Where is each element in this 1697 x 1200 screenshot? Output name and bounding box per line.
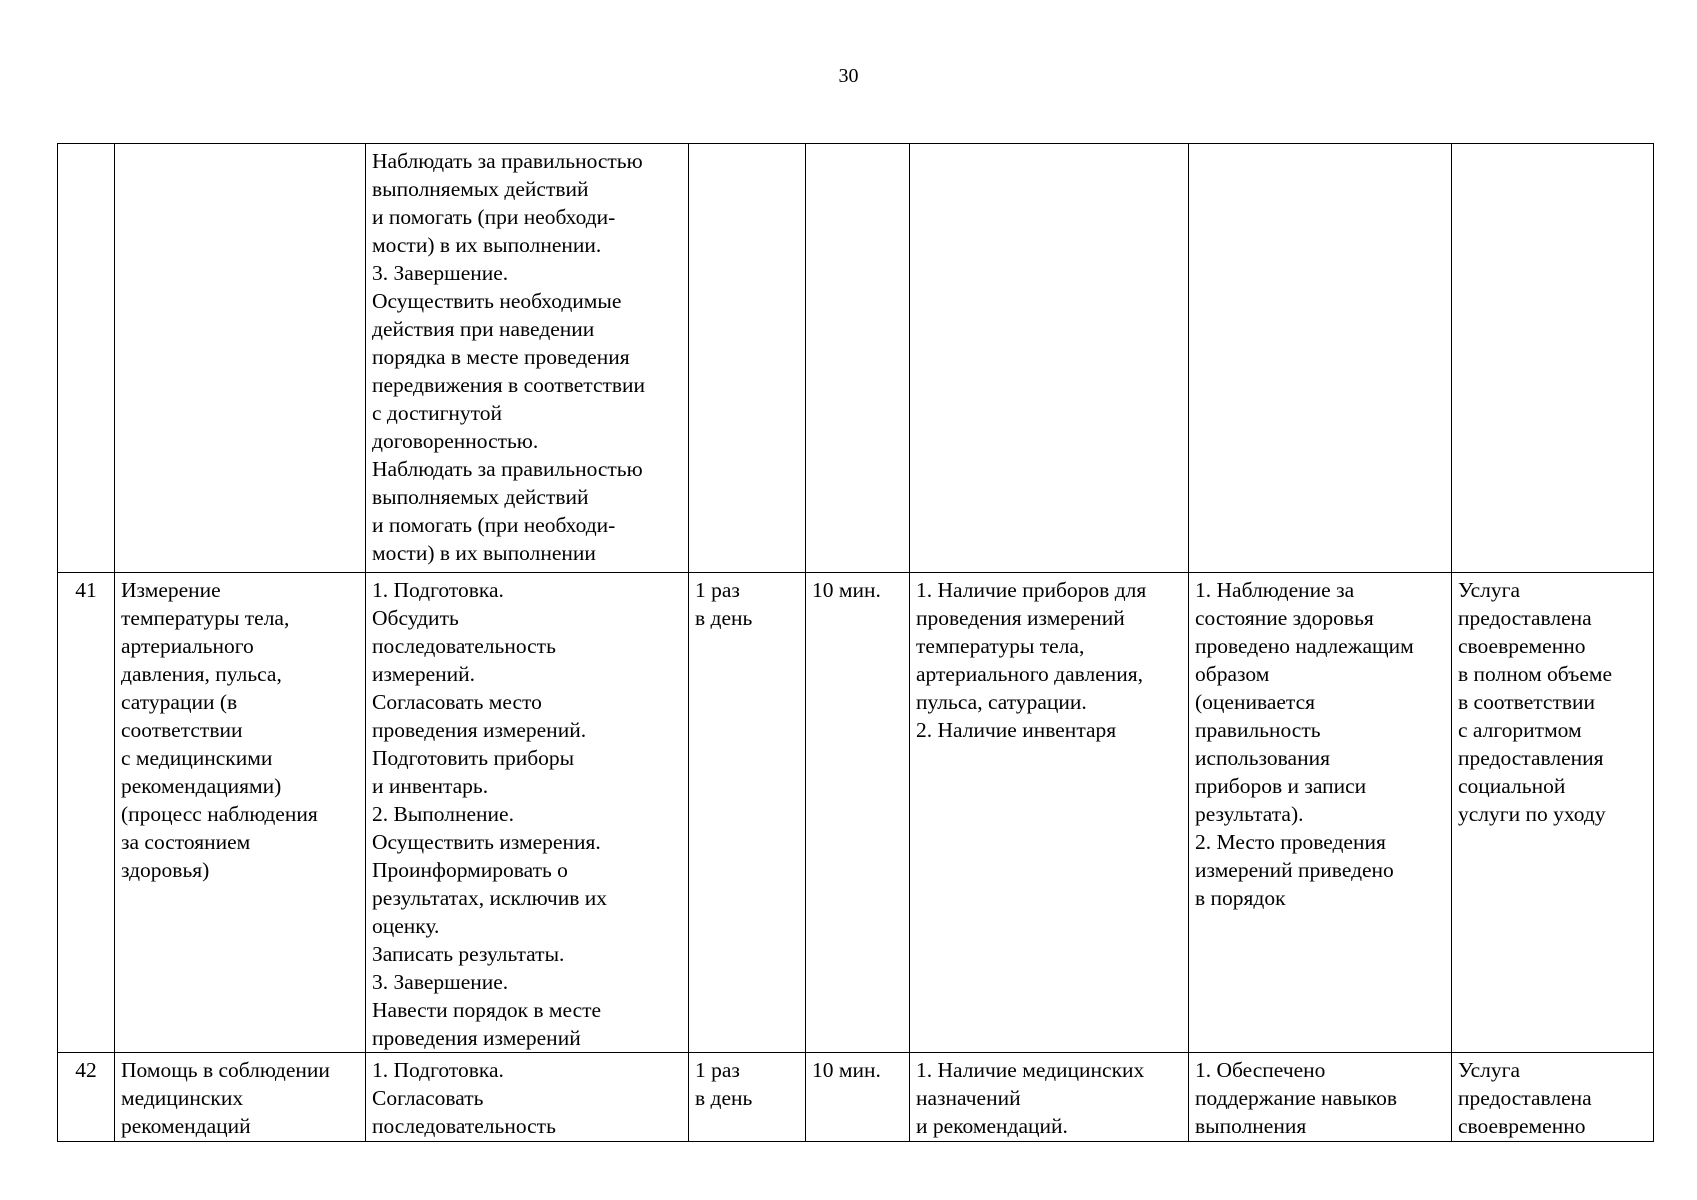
cell-number — [58, 144, 115, 573]
cell-procedure-steps: 1. Подготовка. Согласовать последовательность — [366, 1053, 689, 1142]
cell-duration: 10 мин. — [806, 573, 910, 1053]
cell-result: Услуга предоставлена своевременно в полном объеме в соответствии с алгоритмом предоставления социальной услуги по уходу — [1452, 573, 1654, 1053]
cell-conditions: 1. Наличие медицинских назначений и рекомендаций. — [910, 1053, 1189, 1142]
cell-number: 41 — [58, 573, 115, 1053]
cell-result: Услуга предоставлена своевременно — [1452, 1053, 1654, 1142]
services-table — [57, 143, 1654, 1142]
cell-quality-indicators: 1. Обеспечено поддержание навыков выполнения — [1189, 1053, 1452, 1142]
cell-conditions: 1. Наличие приборов для проведения измерений температуры тела, артериального давления, пульса, сатурации. 2. Наличие инвентаря — [910, 573, 1189, 1053]
cell-result — [1452, 144, 1654, 573]
table-row-42 — [58, 1053, 1654, 1142]
cell-duration: 10 мин. — [806, 1053, 910, 1142]
cell-procedure-steps: 1. Подготовка. Обсудить последовательность измерений. Согласовать место проведения измерений. Подготовить приборы и инвентарь. 2. Выполнение. Осуществить измерения. Проинформировать о результатах, исключив их оценку. Записать результаты. 3. Завершение. Навести порядок в месте проведения измерений — [366, 573, 689, 1053]
cell-duration — [806, 144, 910, 573]
table-row-41 — [58, 573, 1654, 1053]
cell-frequency — [689, 144, 806, 573]
cell-service-name: Измерение температуры тела, артериального давления, пульса, сатурации (в соответствии с медицинскими рекомендациями) (процесс наблюдения за состоянием здоровья) — [115, 573, 366, 1053]
cell-conditions — [910, 144, 1189, 573]
cell-procedure-steps: Наблюдать за правильностью выполняемых действий и помогать (при необходи- мости) в их выполнении. 3. Завершение. Осуществить необходимые действия при наведении порядка в месте проведения передвижения в соответствии с достигнутой договоренностью. Наблюдать за правильностью выполняемых действий и помогать (при необходи- мости) в их выполнении — [366, 144, 689, 573]
cell-quality-indicators — [1189, 144, 1452, 573]
cell-frequency: 1 раз в день — [689, 1053, 806, 1142]
cell-service-name — [115, 144, 366, 573]
cell-number: 42 — [58, 1053, 115, 1142]
table-row-continuation — [58, 144, 1654, 573]
cell-service-name: Помощь в соблюдении медицинских рекомендаций — [115, 1053, 366, 1142]
cell-frequency: 1 раз в день — [689, 573, 806, 1053]
page-number: 30 — [838, 65, 859, 87]
cell-quality-indicators: 1. Наблюдение за состояние здоровья проведено надлежащим образом (оценивается правильность использования приборов и записи результата). 2. Место проведения измерений приведено в порядок — [1189, 573, 1452, 1053]
